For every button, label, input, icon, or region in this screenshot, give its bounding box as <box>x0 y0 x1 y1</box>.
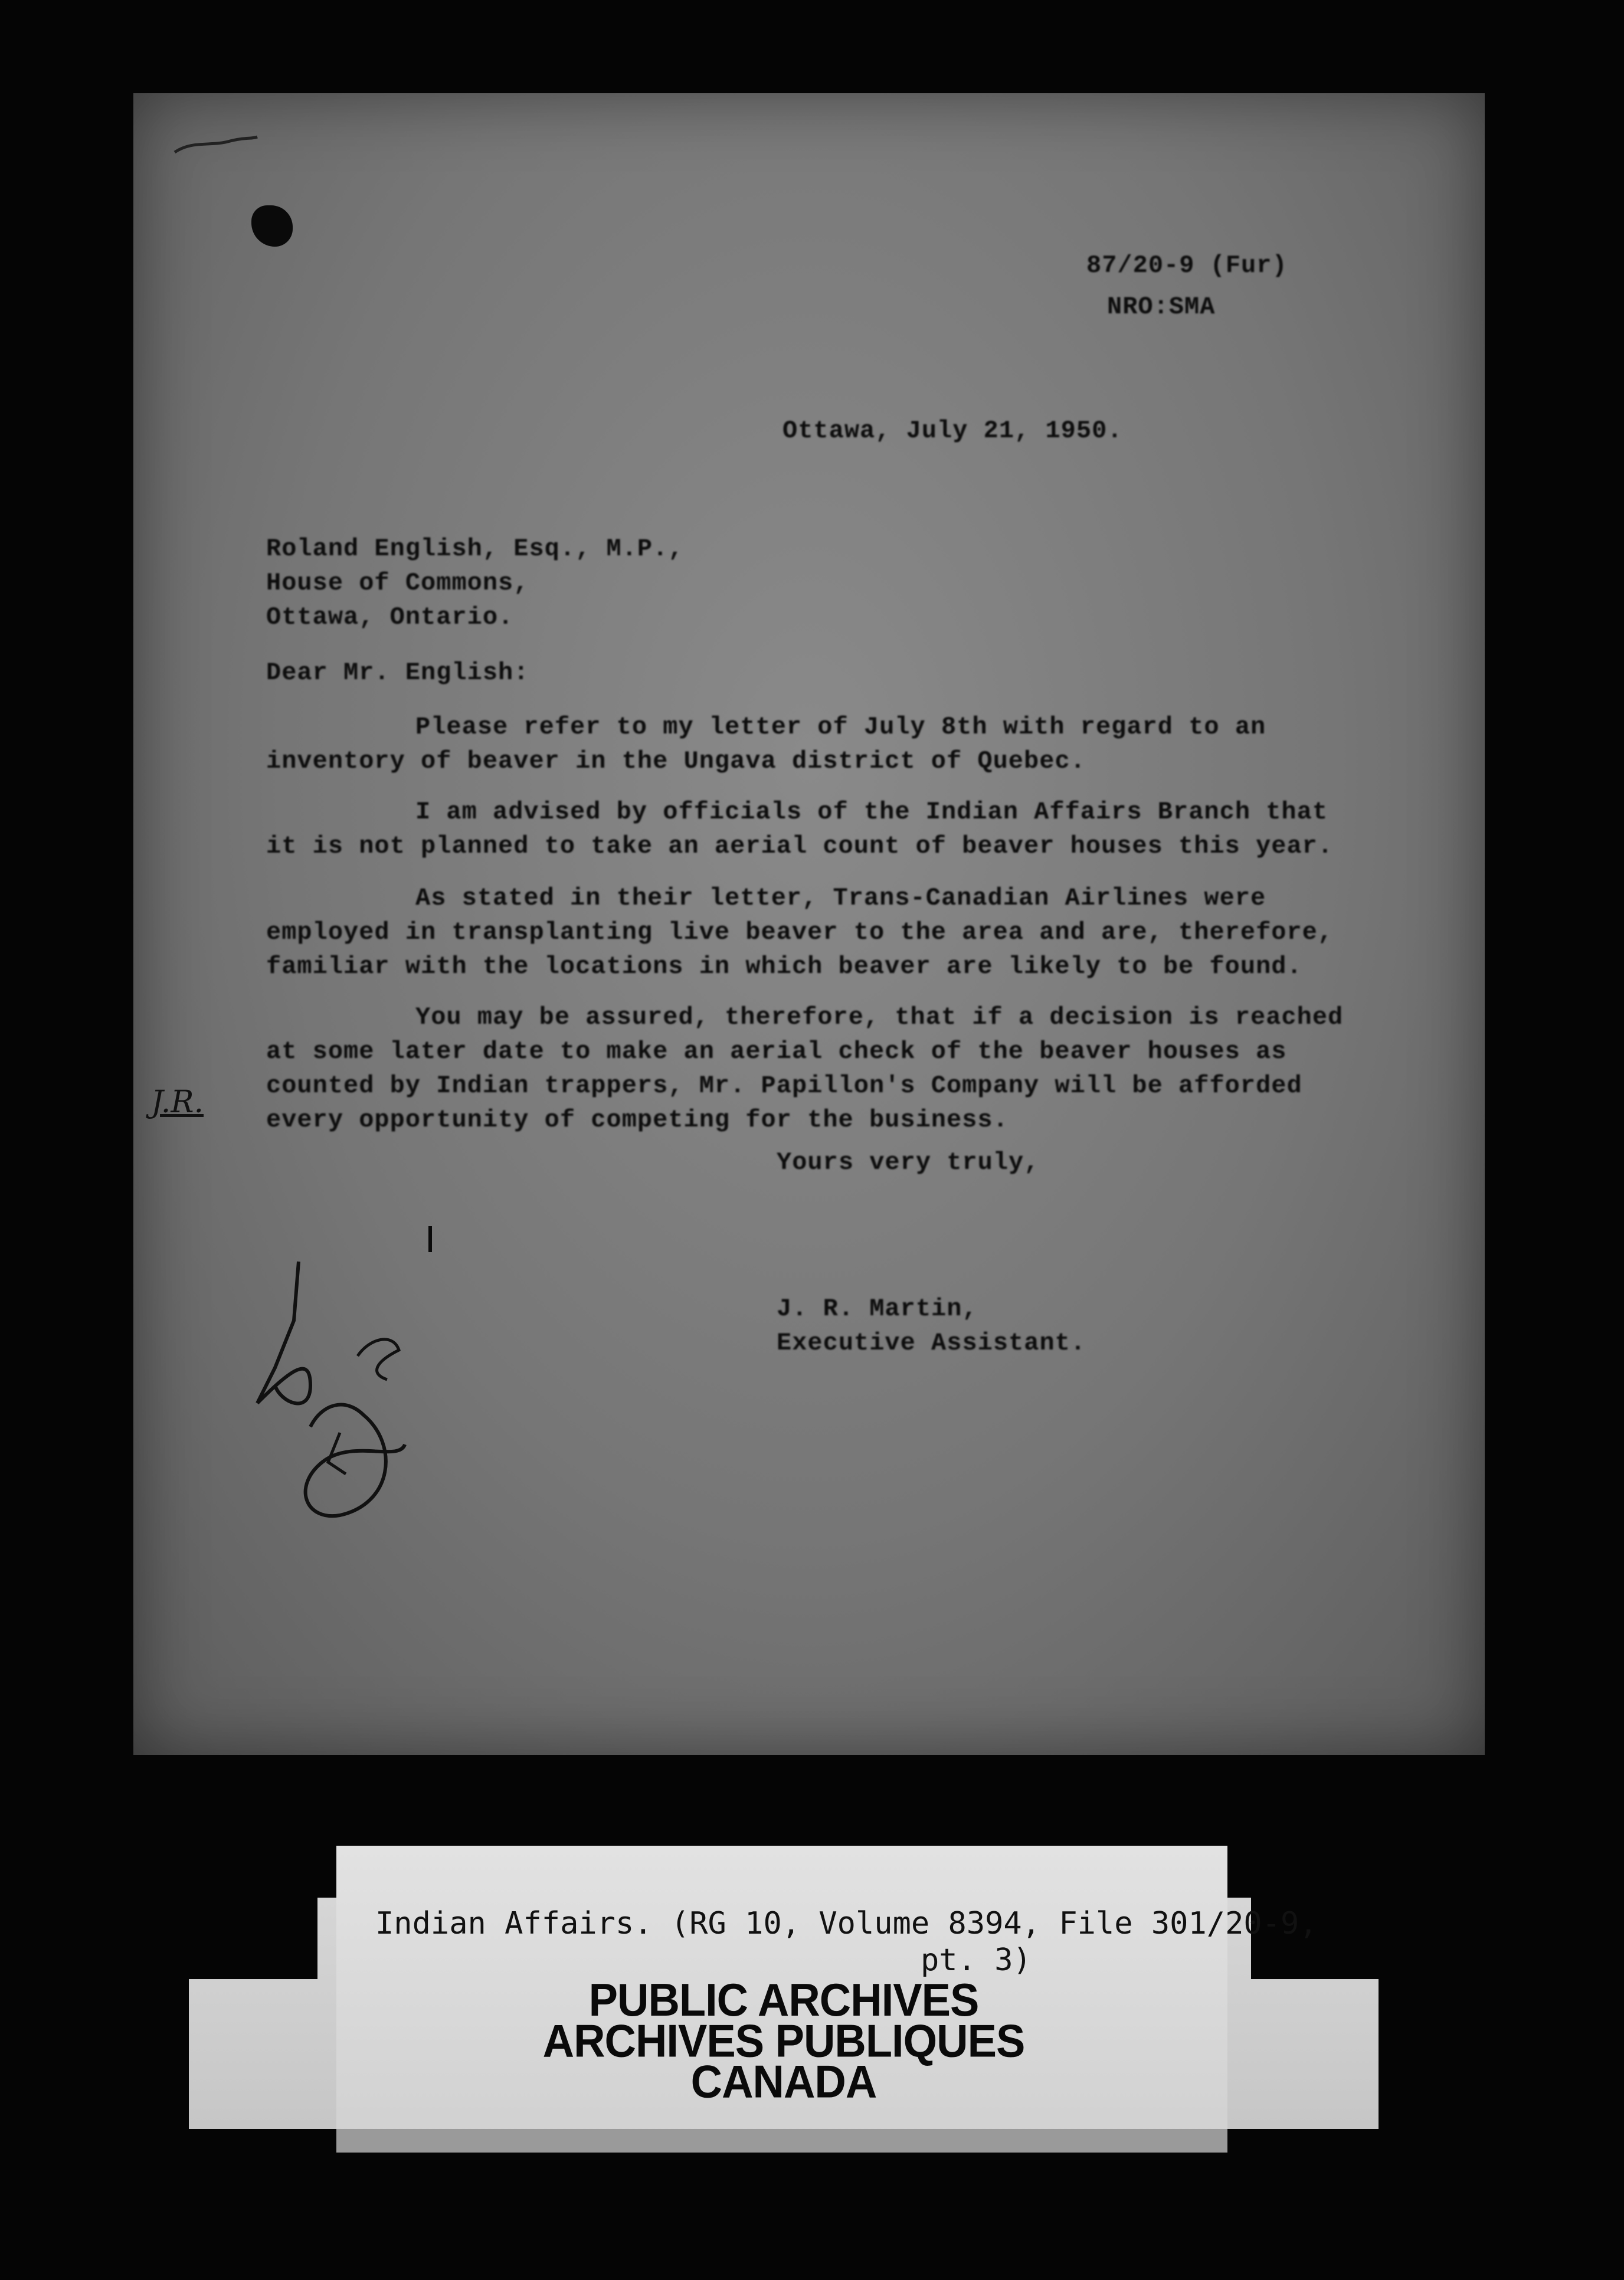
paragraph-4-line-4: every opportunity of competing for the business. <box>266 1106 1009 1134</box>
paragraph-3-line-3: familiar with the locations in which beaver are likely to be found. <box>266 952 1302 981</box>
file-reference: 87/20-9 (Fur) <box>1086 251 1288 280</box>
paragraph-4-line-1: You may be assured, therefore, that if a decision is reached <box>415 1003 1344 1031</box>
paragraph-1-line-2: inventory of beaver in the Ungava district of Quebec. <box>266 747 1086 775</box>
initials-reference: NRO:SMA <box>1107 293 1216 321</box>
dateline: Ottawa, July 21, 1950. <box>782 417 1123 445</box>
signature-title: Executive Assistant. <box>777 1329 1086 1357</box>
paragraph-4-line-3: counted by Indian trappers, Mr. Papillon's Company will be afforded <box>266 1072 1302 1100</box>
archive-reference-line-2: pt. 3) <box>921 1942 1032 1978</box>
stamp-line-3: CANADA <box>690 2056 877 2108</box>
paragraph-2-line-1: I am advised by officials of the Indian Affairs Branch that <box>415 798 1328 826</box>
archives-stamp <box>189 1974 1379 2108</box>
paragraph-4-line-2: at some later date to make an aerial check of the beaver houses as <box>266 1037 1287 1066</box>
margin-initials: J.R. <box>151 1085 204 1120</box>
addressee-line-1: Roland English, Esq., M.P., <box>266 535 684 563</box>
paragraph-3-line-1: As stated in their letter, Trans-Canadian Airlines were <box>415 884 1266 912</box>
paragraph-3-line-2: employed in transplanting live beaver to the area and are, therefore, <box>266 918 1334 946</box>
signature-name: J. R. Martin, <box>777 1295 978 1323</box>
pen-tick <box>428 1226 432 1252</box>
paragraph-1-line-1: Please refer to my letter of July 8th with regard to an <box>415 713 1266 741</box>
handwritten-signature <box>222 1250 470 1627</box>
label-edge <box>336 2129 1227 2153</box>
letter-sheet <box>133 93 1485 1755</box>
salutation: Dear Mr. English: <box>266 659 529 687</box>
pencil-mark <box>169 129 263 164</box>
card-notch-left <box>189 1898 317 1979</box>
addressee-line-2: House of Commons, <box>266 569 529 597</box>
complimentary-closing: Yours very truly, <box>777 1148 1040 1177</box>
ink-blot <box>251 205 293 247</box>
stamp-line-1: PUBLIC ARCHIVES <box>588 1974 979 2026</box>
paragraph-2-line-2: it is not planned to take an aerial count of beaver houses this year. <box>266 832 1334 860</box>
archive-reference-line-1: Indian Affairs. (RG 10, Volume 8394, File 301/20-9, <box>375 1906 1318 1941</box>
stamp-line-2: ARCHIVES PUBLIQUES <box>542 2014 1025 2067</box>
addressee-line-3: Ottawa, Ontario. <box>266 603 514 631</box>
